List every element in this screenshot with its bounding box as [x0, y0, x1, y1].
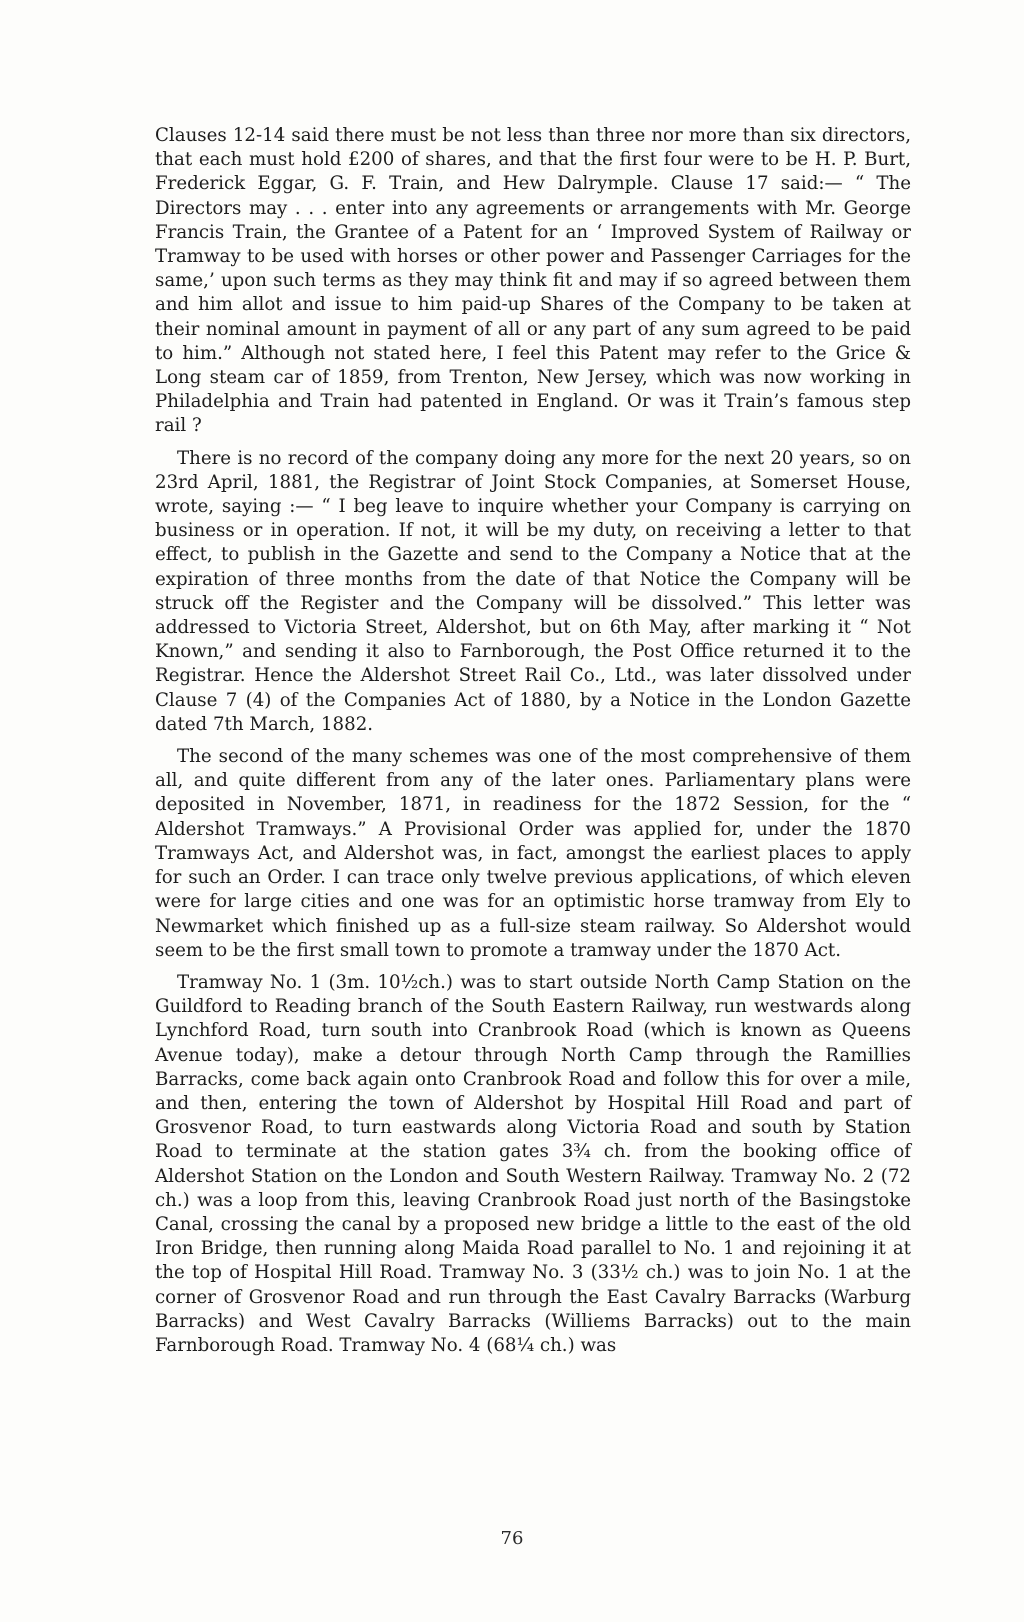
body-text — [155, 124, 911, 1366]
page-number: 76 — [500, 1528, 524, 1549]
paragraph-2: There is no record of the company doing any more for the next 20 years, so on 23rd April, 1881, the Registrar of Joint Stock Companies, at Somerset House, wrote, saying :— “ I beg leave to inquire whether your Company is carrying on business or in operation. If not, it will be my duty, on receiving a letter to that effect, to publish in the Gazette and send to the Company a Notice that at the expiration of three months from the date of that Notice the Company will be struck off the Register and the Company will be dissolved.” This letter was addressed to Victoria Street, Aldershot, but on 6th May, after marking it “ Not Known,” and sending it also to Farnborough, the Post Office returned it to the Registrar. Hence the Aldershot Street Rail Co., Ltd., was later dissolved under Clause 7 (4) of the Companies Act of 1880, by a Notice in the London Gazette dated 7th March, 1882. — [155, 447, 911, 735]
paragraph-1: Clauses 12-14 said there must be not less than three nor more than six directors, that each must hold £200 of shares, and that the first four were to be H. P. Burt, Frederick Eggar, G. F. Train, and Hew Dalrymple. Clause 17 said:— “ The Directors may . . . enter into any agreements or arrangements with Mr. George Francis Train, the Grantee of a Patent for an ‘ Improved System of Railway or Tramway to be used with horses or other power and Passenger Carriages for the same,’ upon such terms as they may think fit and may if so agreed between them and him allot and issue to him paid-up Shares of the Company to be taken at their nominal amount in payment of all or any part of any sum agreed to be paid to him.” Although not stated here, I feel this Patent may refer to the Grice & Long steam car of 1859, from Trenton, New Jersey, which was now working in Philadelphia and Train had patented in England. Or was it Train’s famous step rail ? — [155, 125, 911, 437]
paragraph-4: Tramway No. 1 (3m. 10½ch.) was to start outside North Camp Station on the Guildford to Reading branch of the South Eastern Railway, run westwards along Lynchford Road, turn south into Cranbrook Road (which is known as Queens Avenue today), make a detour through North Camp through the Ramillies Barracks, come back again onto Cranbrook Road and follow this for over a mile, and then, entering the town of Aldershot by Hospital Hill Road and part of Grosvenor Road, to turn eastwards along Victoria Road and south by Station Road to terminate at the station gates 3¾ ch. from the booking office of Aldershot Station on the London and South Western Railway. Tramway No. 2 (72 ch.) was a loop from this, leaving Cranbrook Road just north of the Basingstoke Canal, crossing the canal by a proposed new bridge a little to the east of the old Iron Bridge, then running along Maida Road parallel to No. 1 and rejoining it at the top of Hospital Hill Road. Tramway No. 3 (33½ ch.) was to join No. 1 at the corner of Grosvenor Road and run through the East Cavalry Barracks (Warburg Barracks) and West Cavalry Barracks (Williems Barracks) out to the main Farnborough Road. Tramway No. 4 (68¼ ch.) was — [155, 971, 911, 1356]
paragraph-3: The second of the many schemes was one of the most comprehensive of them all, and quite different from any of the later ones. Parliamentary plans were deposited in November, 1871, in readiness for the 1872 Session, for the “ Aldershot Tramways.” A Provisional Order was applied for, under the 1870 Tramways Act, and Aldershot was, in fact, amongst the earliest places to apply for such an Order. I can trace only twelve previous applications, of which eleven were for large cities and one was for an optimistic horse tramway from Ely to Newmarket which finished up as a full-size steam railway. So Aldershot would seem to be the first small town to promote a tramway under the 1870 Act. — [155, 746, 911, 961]
